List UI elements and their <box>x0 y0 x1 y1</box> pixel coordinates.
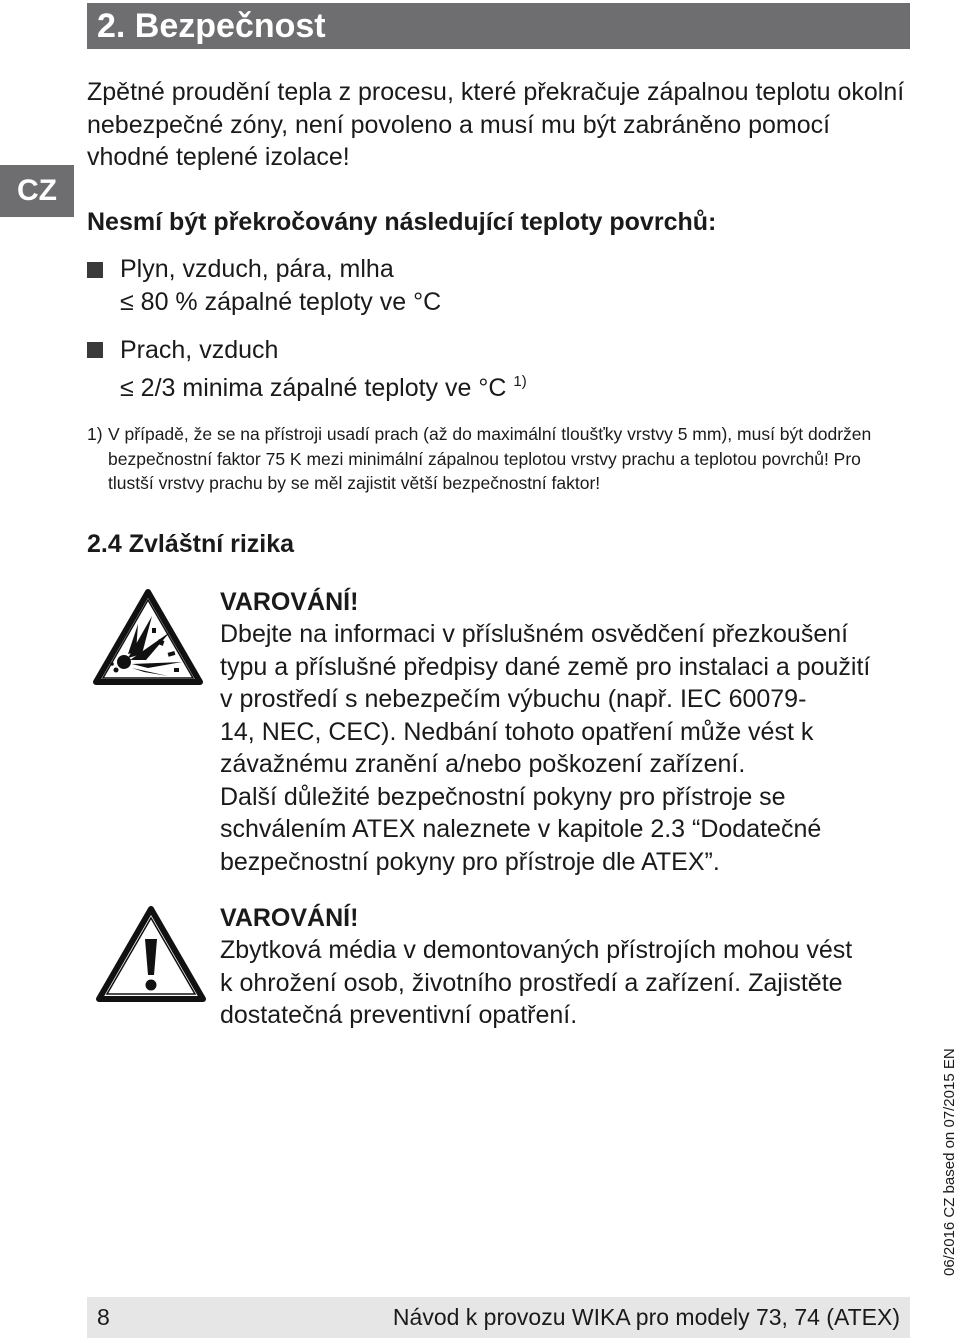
bullet-item-dust: Prach, vzduch <box>120 336 279 364</box>
warning-line: typu a příslušné předpisy dané země pro instalaci a použití <box>220 652 871 681</box>
warning-line: bezpečnostní pokyny pro přístroje dle ATEX”. <box>220 847 720 876</box>
warning-line: k ohrožení osob, životního prostředí a zařízení. Zajistěte <box>220 968 843 997</box>
general-warning-icon <box>95 905 207 1003</box>
warning-line: Zbytková média v demontovaných přístrojích mohou vést <box>220 936 853 964</box>
warning-line: v prostředí s nebezpečím výbuchu (např. IEC 60079- <box>220 685 807 713</box>
section-header-bar <box>87 3 910 49</box>
bullet-item-dust-limit <box>120 366 527 404</box>
limit-text: ≤ 80 % zápalné teploty ve °C <box>120 288 442 316</box>
warning-line: schválením ATEX naleznete v kapitole 2.3 “Dodatečné <box>220 815 822 843</box>
warning-line: Další důležité bezpečnostní pokyny pro přístroje se <box>220 782 786 811</box>
language-tab <box>0 165 74 217</box>
surface-temp-heading: Nesmí být překročovány následující teploty povrchů: <box>87 208 717 236</box>
warning-line: dostatečná preventivní opatření. <box>220 1001 578 1029</box>
limit-text: ≤ 2/3 minima zápalné teploty ve °C <box>120 374 507 402</box>
bullet-item-gas-limit <box>120 286 441 318</box>
document-version-note: 06/2016 CZ based on 07/2015 EN <box>941 1048 958 1276</box>
bullet-square-icon <box>87 262 103 278</box>
language-label: CZ <box>17 174 57 207</box>
page-footer <box>87 1297 910 1338</box>
footnote-text: V případě, že se na přístroji usadí prach (až do maximální tloušťky vrstvy 5 mm), musí být dodržen bezpečnostní faktor 75 K mezi minimální zápalnou teplotou vrstvy prachu a teplotou povrchů! Pro tlustší vrstvy prachu by se měl zajistit větší bezpečnostní faktor! <box>108 424 872 493</box>
explosion-hazard-icon <box>92 588 204 686</box>
page-number: 8 <box>97 1304 110 1330</box>
bullet-item-gas: Plyn, vzduch, pára, mlha <box>120 255 394 283</box>
footer-title: Návod k provozu WIKA pro modely 73, 74 (ATEX) <box>392 1304 900 1330</box>
warning-text <box>220 934 915 1032</box>
warning-text <box>220 618 915 878</box>
footnote-number: 1) <box>87 424 103 444</box>
footnote-ref: 1) <box>513 373 527 390</box>
warning-line: závažnému zranění a/nebo poškození zařízení. <box>220 750 746 778</box>
warning-line: Dbejte na informaci v příslušném osvědčení přezkoušení <box>220 620 849 648</box>
bullet-square-icon <box>87 342 103 358</box>
intro-paragraph: Zpětné proudění tepla z procesu, které překračuje zápalnou teplotu okolní nebezpečné zóny, není povoleno a musí mu být zabráněno pomocí vhodné teplené izolace! <box>87 78 905 171</box>
warning-title: VAROVÁNÍ! <box>220 904 359 932</box>
section-heading: 2.4 Zvláštní rizika <box>87 530 295 558</box>
warning-line: 14, NEC, CEC). Nedbání tohoto opatření může vést k <box>220 717 814 746</box>
section-title: 2. Bezpečnost <box>97 7 326 45</box>
warning-title: VAROVÁNÍ! <box>220 588 359 616</box>
